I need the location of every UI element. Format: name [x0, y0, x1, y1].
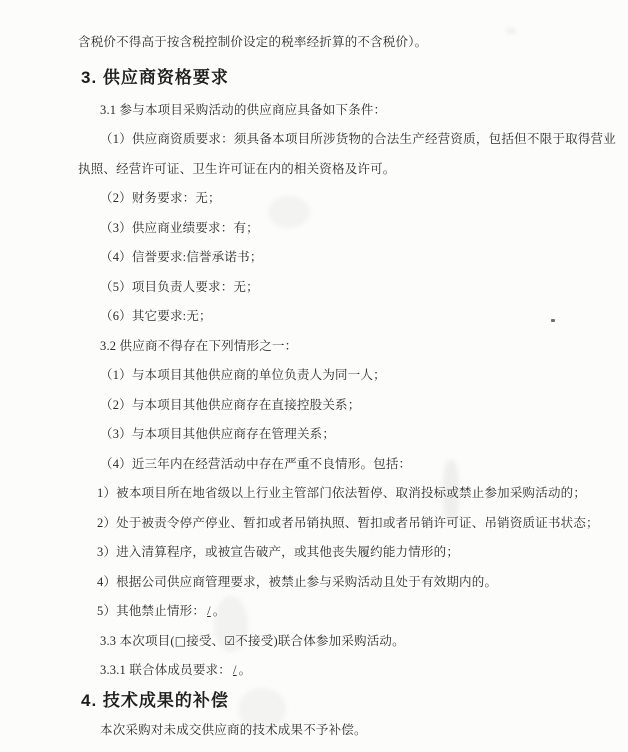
- qualification-item-4-credit: （4）信誉要求:信誉承诺书；: [100, 250, 263, 264]
- checkbox-unchecked-icon: □: [174, 633, 187, 648]
- bad-record-sub-4: 4）根据公司供应商管理要求，被禁止参与采购活动且处于有效期内的。: [97, 574, 498, 589]
- qualification-item-6-other: （6）其它要求:无；: [100, 309, 212, 323]
- section-3-heading: 3. 供应商资格要求: [81, 67, 229, 87]
- section-4-heading: 4. 技术成果的补偿: [81, 690, 229, 710]
- qualification-item-2-finance: （2）财务要求：无；: [100, 191, 221, 205]
- clause-3-3-joint-venture: [78, 627, 616, 657]
- qualification-item-5-project-leader: （5）项目负责人要求：无；: [100, 279, 259, 294]
- bad-record-sub-3: 3）进入清算程序，或被宣告破产，或其他丧失履约能力情形的；: [97, 545, 460, 559]
- checkbox-checked-icon: ☑: [224, 633, 236, 648]
- intro-continuation-line: 含税价不得高于按含税控制价设定的税率经折算的不含税价）。: [78, 35, 428, 49]
- reject-option-label: 不接受: [235, 633, 274, 648]
- clause-3-2: 3.2 供应商不得存在下列情形之一：: [100, 338, 298, 353]
- prohibited-item-2: （2）与本项目其他供应商存在直接控股关系；: [100, 397, 361, 412]
- blank-slash-value: /: [207, 604, 211, 618]
- bad-record-sub-1: 1）被本项目所在地省级以上行业主管部门依法暂停、取消投标或禁止参加采购活动的；: [97, 486, 587, 500]
- accept-option-label: 接受、: [186, 633, 225, 648]
- prohibited-item-3: （3）与本项目其他供应商存在管理关系；: [100, 427, 336, 441]
- blank-slash-value: /: [232, 663, 237, 677]
- prohibited-item-1: （1）与本项目其他供应商的单位负责人为同一人；: [100, 368, 386, 382]
- section-4-body: 本次采购对未成交供应商的技术成果不予补偿。: [100, 722, 367, 737]
- clause-3-3-1: [78, 656, 616, 686]
- clause-3-3-suffix: )联合体参加采购活动。: [273, 633, 405, 648]
- qualification-item-3-performance: （3）供应商业绩要求：有；: [100, 220, 259, 235]
- clause-3-3-1-label: 3.3.1 联合体成员要求：: [100, 663, 231, 677]
- bad-record-sub-5-label: 5）其他禁止情形：: [97, 604, 206, 618]
- clause-3-3-prefix: 3.3 本次项目(: [100, 633, 175, 648]
- document-content: [78, 28, 616, 745]
- bad-record-sub-5-period: 。: [212, 604, 226, 618]
- qualification-item-1-paragraph: （1）供应商资质要求：须具备本项目所涉货物的合法生产经营资质，包括但不限于取得营业执照、经营许可证、卫生许可证在内的相关资格及许可。: [78, 132, 616, 176]
- bad-record-sub-5: [78, 597, 616, 627]
- bad-record-sub-2: 2）处于被责令停产停业、暂扣或者吊销执照、暂扣或者吊销许可证、吊销资质证书状态；: [97, 515, 599, 530]
- clause-3-1: 3.1 参与本项目采购活动的供应商应具备如下条件：: [100, 102, 387, 117]
- prohibited-item-4: （4）近三年内在经营活动中存在严重不良情形。包括：: [100, 456, 412, 471]
- clause-3-3-1-period: 。: [238, 663, 252, 677]
